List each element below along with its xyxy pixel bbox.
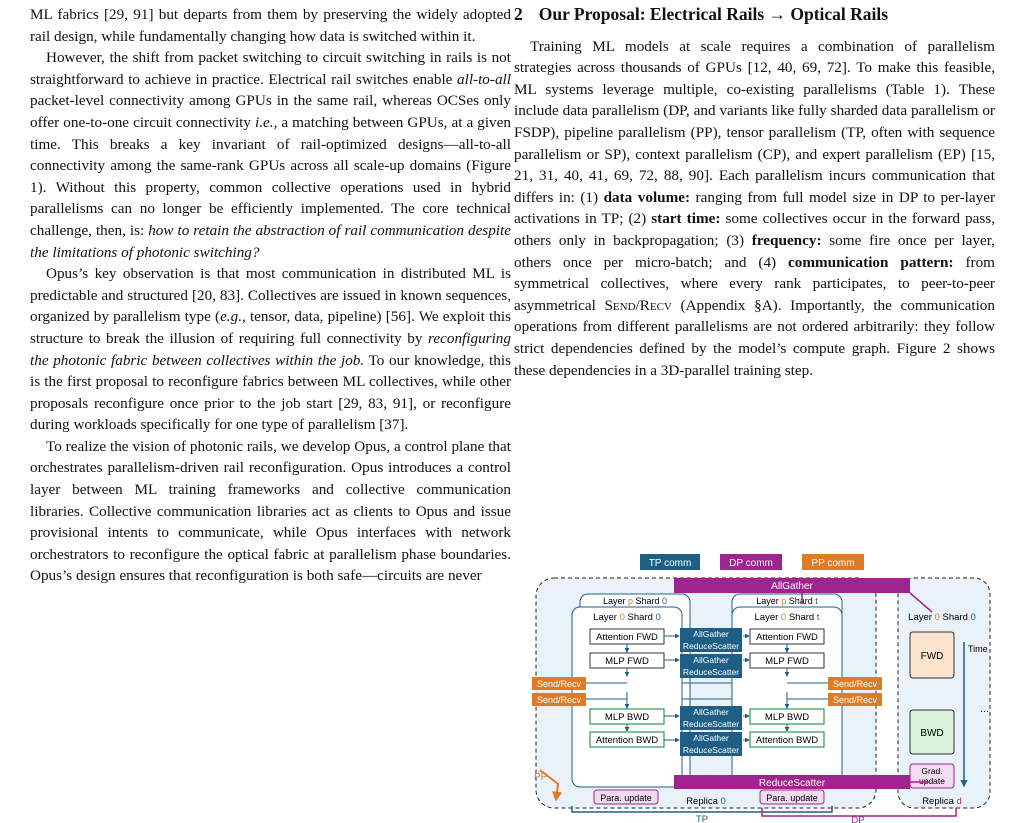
replica-d-label: Replica d: [922, 796, 962, 807]
figure-legend: [640, 554, 864, 570]
tp-reducescatter-label: ReduceScatter: [682, 667, 740, 677]
left-column: [30, 4, 511, 587]
text-run: Send: [604, 296, 636, 314]
tp-reducescatter-label: ReduceScatter: [682, 641, 740, 651]
allgather-bar-label: AllGather: [771, 581, 813, 592]
attention-fwd-label-right: Attention FWD: [756, 632, 818, 643]
layer-0-shard-t-label: Layer 0 Shard t: [754, 612, 820, 623]
text-run: a matching between GPUs, at a given time. This breaks a key invariant of rail-optimized designs—all-to-all connectivity among the same-rank GPUs across all scale-up domains (Figure 1). Without this property, common collective operations used in hybrid parallelisms can no longer be efficiently implemented. The core technical challenge, then, is:: [30, 113, 511, 239]
left-paragraph-4: [30, 436, 511, 587]
replica-0-label: Replica 0: [686, 796, 726, 807]
text-run: To our knowledge, this is the first proposal to reconfigure fabrics between ML collectives, while other proposals reconfigure once prior to the job start [29, 83, 91], or reconfigure during workloads specifically for one type of parallelism [37].: [30, 351, 511, 434]
grad-update-label: Grad. update: [919, 766, 945, 786]
mlp-fwd-label-left: MLP FWD: [605, 656, 649, 667]
left-paragraph-2: [30, 47, 511, 263]
send-recv-label: Send/Recv: [832, 679, 878, 689]
left-paragraph-3: [30, 263, 511, 436]
text-run: tensor, data, pipeline) [56]. We exploit this structure to break the illusion of requiring full connectivity by: [30, 308, 511, 347]
time-label: Time: [968, 644, 988, 654]
text-run: data volume:: [603, 188, 691, 206]
tp-allgather-label: AllGather: [693, 629, 729, 639]
legend-tp-comm: TP comm: [648, 558, 692, 569]
mlp-bwd-label-left: MLP BWD: [604, 712, 650, 723]
layer-p-shard-0-label: Layer p Shard 0: [602, 596, 668, 606]
text-run: (Appendix §A). Importantly, the communication operations from different parallelisms are not ordered arbitrarily: they follow strict dependencies defined by the model’s compute graph. Figure 2 shows these dependencies in a 3D-parallel training step.: [514, 296, 995, 379]
tp-allgather-label: AllGather: [693, 733, 729, 743]
fwd-label: FWD: [920, 651, 944, 662]
reducescatter-bar-label: ReduceScatter: [758, 778, 826, 789]
send-recv-label: Send/Recv: [536, 695, 582, 705]
attention-fwd-label-left: Attention FWD: [596, 632, 658, 643]
layer-0-shard-0-label: Layer 0 Shard 0: [593, 612, 661, 623]
text-run: start time:: [651, 210, 721, 228]
tp-allgather-label: AllGather: [693, 707, 729, 717]
para-update-label-left: Para. update: [600, 793, 652, 803]
ellipsis-label: ...: [980, 703, 990, 715]
section-number: 2: [514, 4, 523, 24]
tp-allgather-label: AllGather: [693, 655, 729, 665]
text-run: some fire once per layer, others once per micro-batch; and (4): [514, 231, 995, 271]
layer-0-shard-0-label-replica-d: Layer 0 Shard 0: [908, 612, 976, 623]
send-recv-label: Send/Recv: [536, 679, 582, 689]
text-run: Opus’s key observation is that most communication in distributed ML is predictable and structured [20, 83]. Collectives are issued in known sequences, organized by parallelism type (: [30, 265, 511, 326]
text-run: frequency:: [751, 231, 822, 249]
text-run: Training ML models at scale requires a combination of parallelism strategies across thousands of GPUs [12, 40, 69, 72]. To make this feasible, ML systems leverage multiple, co-existing parallelisms (Table 1). These include data parallelism (DP, and variants like fully sharded data parallelism or FSDP), pipeline parallelism (PP), tensor parallelism (TP, often with sequence parallelism or SP), context parallelism (CP), and expert parallelism (EP) [15, 21, 31, 40, 41, 69, 72, 88, 90]. Each parallelism incurs communication that differs in: (1): [514, 37, 995, 206]
section-title: Our Proposal: Electrical Rails → Optical Rails: [538, 4, 889, 24]
dp-label: DP: [851, 815, 865, 823]
text-run: Recv: [639, 296, 672, 314]
mlp-fwd-label-right: MLP FWD: [765, 656, 809, 667]
legend-pp-comm: PP comm: [811, 558, 855, 569]
tp-reducescatter-label: ReduceScatter: [682, 745, 740, 755]
text-run: all-to-all: [457, 70, 511, 88]
attention-bwd-label-right: Attention BWD: [755, 735, 819, 746]
mlp-bwd-label-right: MLP BWD: [764, 712, 810, 723]
layer-p-shard-t-label: Layer p Shard t: [756, 596, 818, 606]
right-column: [514, 4, 995, 381]
text-run: reconfiguring the photonic fabric between collectives within the job.: [30, 329, 511, 369]
text-run: ranging from full model size in DP to per-layer activations in TP; (2): [514, 188, 995, 228]
send-recv-label: Send/Recv: [832, 695, 878, 705]
para-update-label-right: Para. update: [766, 793, 818, 803]
text-run: how to retain the abstraction of rail communication despite the limitations of photonic switching?: [30, 221, 511, 261]
text-run: To realize the vision of photonic rails, we develop Opus, a control plane that orchestrates parallelism-driven rail reconfiguration. Opus introduces a control layer between ML training frameworks and collective communication libraries. Collective communication libraries act as clients to Opus and issue provisional intents to communicate, while Opus interfaces with network orchestrators to reconfigure the optical fabric at parallelism phase boundaries. Opus’s design ensures that reconfiguration is both safe—circuits are never: [30, 437, 511, 585]
parallelism-figure: [532, 552, 992, 823]
text-run: /: [635, 296, 640, 314]
tp-label: TP: [695, 814, 709, 823]
text-run: ML fabrics [29, 91] but departs from them by preserving the widely adopted rail design, while fundamentally changing how data is switched within it.: [30, 6, 511, 45]
left-paragraph-1: [30, 4, 511, 47]
pp-label: PP: [534, 772, 548, 783]
text-run: communication pattern:: [788, 253, 954, 271]
text-run: from symmetrical collectives, where every rank participates, to peer-to-peer asymmetrical: [514, 253, 995, 314]
legend-dp-comm: DP comm: [729, 558, 773, 569]
text-run: i.e.,: [255, 113, 278, 131]
bwd-label: BWD: [920, 728, 944, 739]
attention-bwd-label-left: Attention BWD: [595, 735, 659, 746]
text-run: some collectives occur in the forward pass, others only in backpropagation; (3): [514, 210, 995, 249]
text-run: packet-level connectivity among GPUs in the same rail, whereas OCSes only offer one-to-one circuit connectivity: [30, 92, 511, 131]
text-run: e.g.,: [220, 308, 246, 326]
right-paragraph-1: [514, 36, 995, 382]
text-run: However, the shift from packet switching to circuit switching in rails is not straightforward to achieve in practice. Electrical rail switches enable: [30, 49, 511, 88]
section-heading: [514, 4, 995, 26]
tp-reducescatter-label: ReduceScatter: [682, 719, 740, 729]
